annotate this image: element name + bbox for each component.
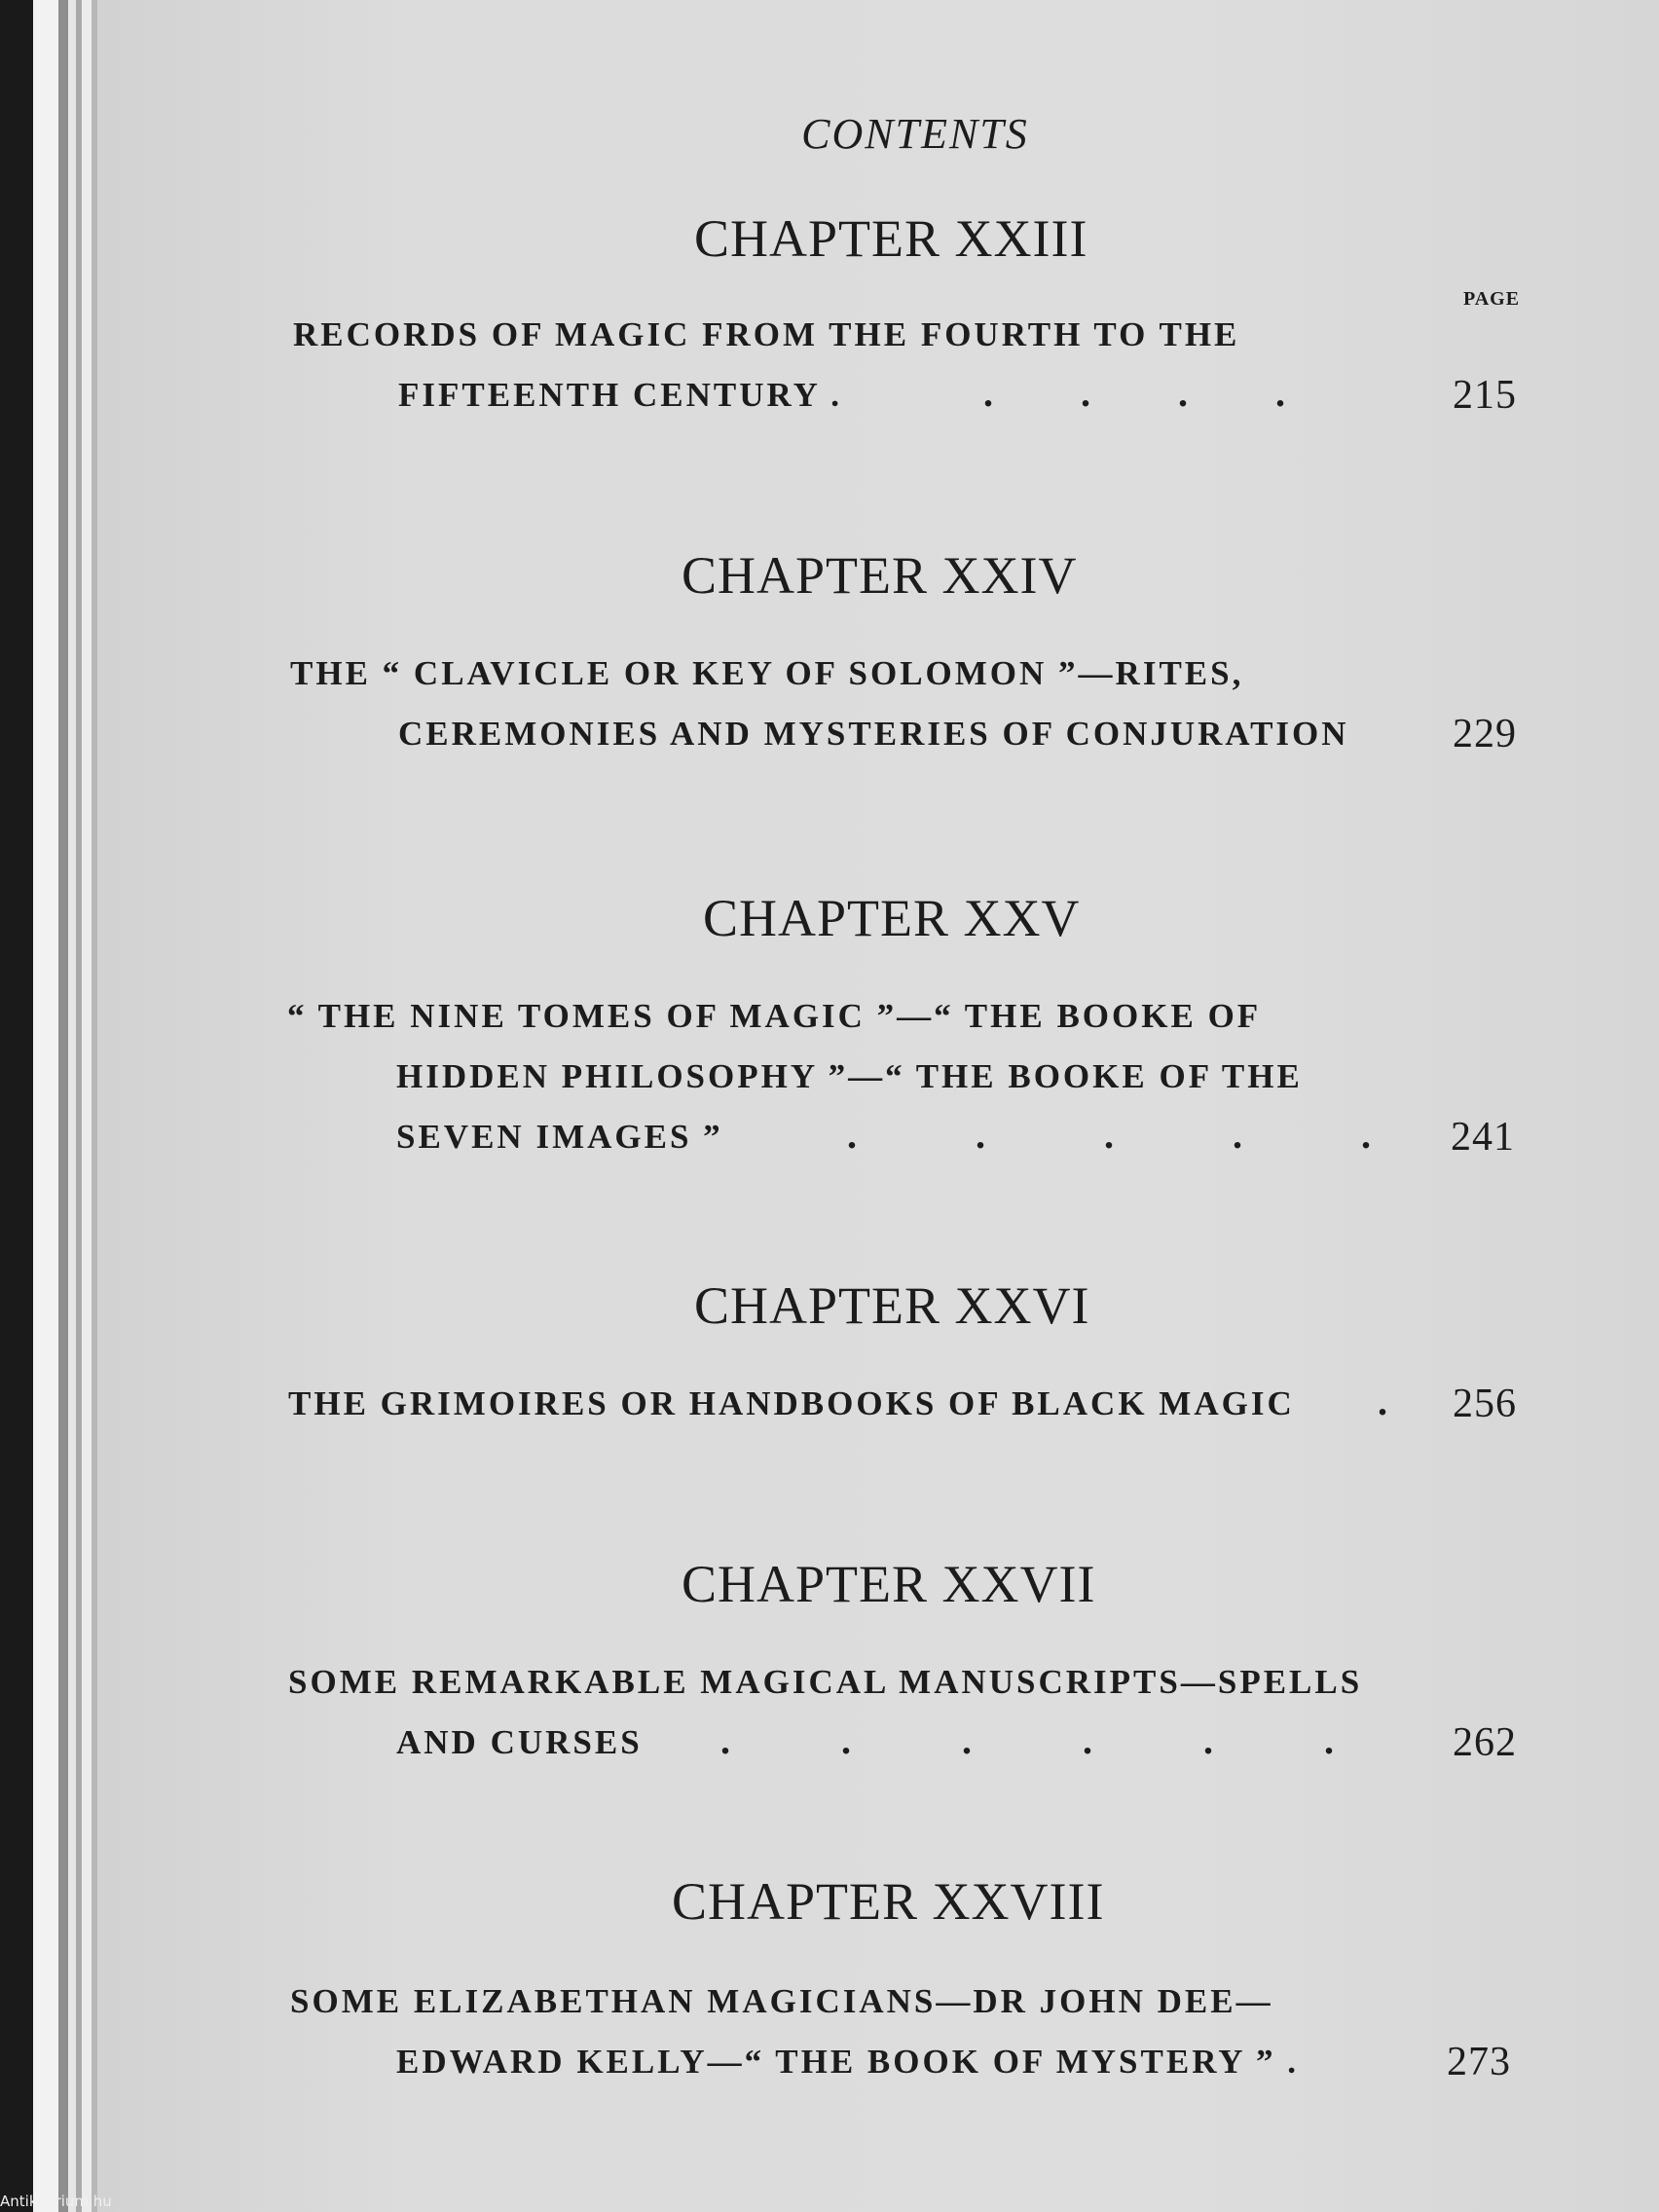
page-edge xyxy=(58,0,68,2212)
leader-dots: . xyxy=(1378,1380,1387,1423)
page-column-label: PAGE xyxy=(1463,288,1521,310)
leader-dots: . . . . . xyxy=(847,1113,1425,1157)
contents-heading: CONTENTS xyxy=(801,110,1029,158)
entry-line: EDWARD KELLY—“ THE BOOK OF MYSTERY ” . xyxy=(396,2043,1299,2081)
page-number: 215 xyxy=(1453,373,1517,418)
leader-dots: . . . . . . xyxy=(720,1718,1384,1762)
entry-line: “ THE NINE TOMES OF MAGIC ”—“ THE BOOKE OF xyxy=(287,997,1262,1035)
page-number: 273 xyxy=(1447,2040,1511,2084)
chapter-title: CHAPTER XXVII xyxy=(682,1555,1096,1613)
chapter-title: CHAPTER XXIII xyxy=(694,209,1088,268)
chapter-title: CHAPTER XXV xyxy=(703,889,1081,947)
chapter-title: CHAPTER XXIV xyxy=(682,546,1078,605)
entry-line: SOME ELIZABETHAN MAGICIANS—DR JOHN DEE— xyxy=(290,1982,1273,2020)
page-edge xyxy=(68,0,76,2212)
leader-dots: . . . . xyxy=(983,371,1324,415)
entry-line: RECORDS OF MAGIC FROM THE FOURTH TO THE xyxy=(293,315,1240,353)
page-edge xyxy=(33,0,58,2212)
page-edge xyxy=(82,0,92,2212)
page-number: 229 xyxy=(1453,712,1517,756)
entry-line: AND CURSES xyxy=(396,1723,643,1761)
book-spine xyxy=(0,0,33,2212)
chapter-title: CHAPTER XXVI xyxy=(694,1276,1090,1335)
entry-line: HIDDEN PHILOSOPHY ”—“ THE BOOKE OF THE xyxy=(396,1057,1303,1095)
page-number: 241 xyxy=(1451,1115,1515,1160)
entry-line: THE “ CLAVICLE OR KEY OF SOLOMON ”—RITES, xyxy=(290,654,1244,692)
entry-line: THE GRIMOIRES OR HANDBOOKS OF BLACK MAGIC xyxy=(288,1384,1295,1422)
page-number: 256 xyxy=(1453,1382,1517,1426)
watermark-text: Antikvarium.hu xyxy=(0,2193,112,2210)
chapter-title: CHAPTER XXVIII xyxy=(672,1872,1105,1931)
entry-line: SOME REMARKABLE MAGICAL MANUSCRIPTS—SPELLS xyxy=(288,1663,1363,1701)
page-number: 262 xyxy=(1453,1720,1517,1765)
entry-line: CEREMONIES AND MYSTERIES OF CONJURATION xyxy=(398,715,1349,753)
entry-line: SEVEN IMAGES ” xyxy=(396,1118,723,1156)
entry-line: FIFTEENTH CENTURY . xyxy=(398,376,843,414)
